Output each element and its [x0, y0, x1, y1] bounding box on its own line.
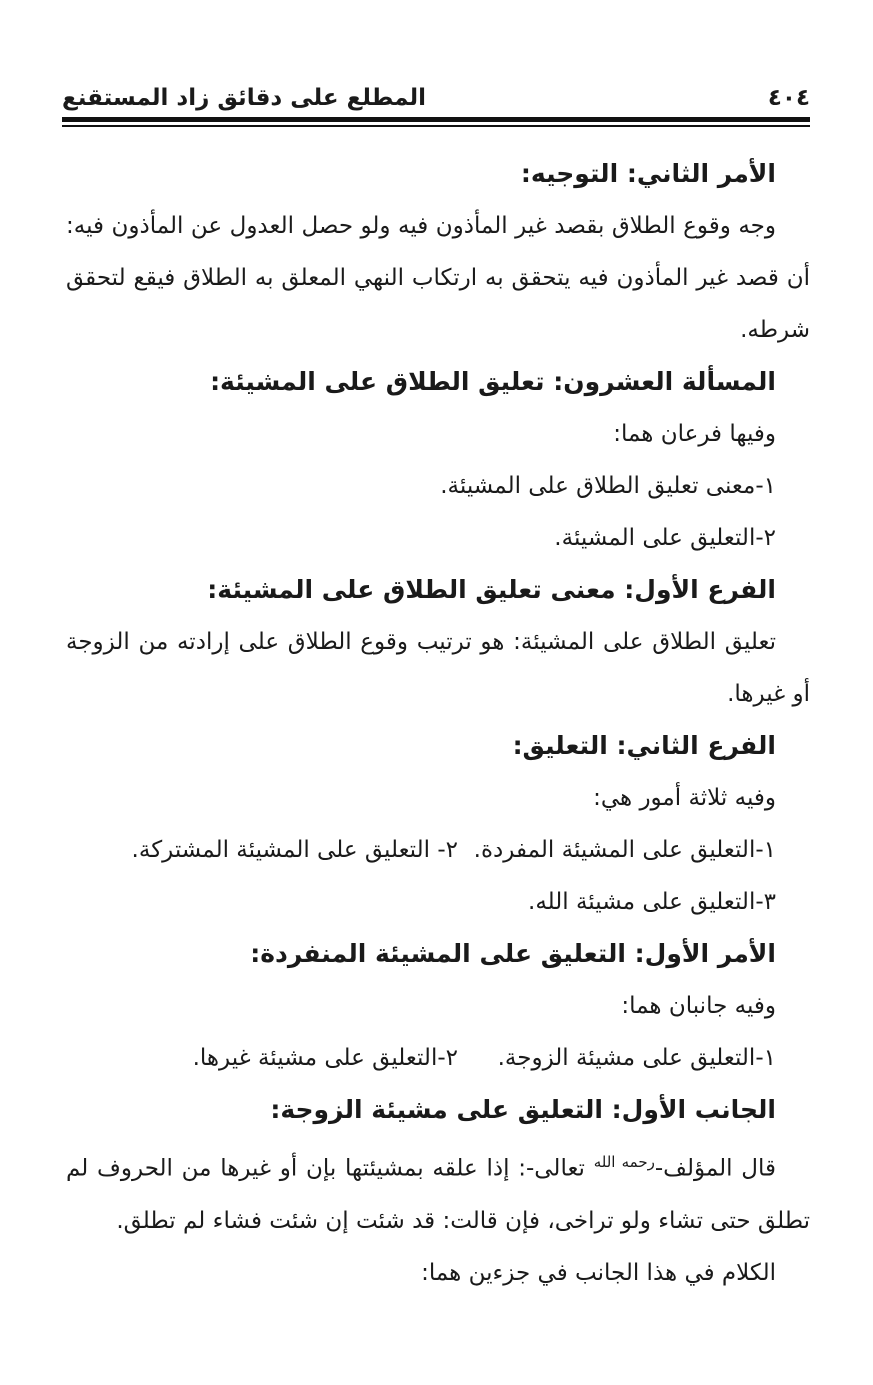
page-header	[62, 80, 810, 116]
honorific-mark: رحمه الله	[593, 1153, 655, 1171]
heading-second-branch: الفرع الثاني: التعليق:	[512, 731, 776, 760]
heading-first-matter: الأمر الأول: التعليق على المشيئة المنفردة:	[250, 939, 776, 968]
list-row	[66, 1032, 810, 1084]
paragraph-justification: وجه وقوع الطلاق بقصد غير المأذون فيه ولو حصل العدول عن المأذون فيه: أن قصد غير المأذون فيه يتحقق به ارتكاب النهي المعلق به الطلاق فيقع لتحقق شرطه.	[66, 213, 810, 343]
header-rule-thick	[62, 117, 810, 122]
body-text	[66, 148, 810, 1299]
list-item: ٢-التعليق على المشيئة.	[554, 525, 776, 551]
page-number: ٤٠٤	[767, 85, 810, 111]
list-row	[66, 824, 810, 876]
closing-line: الكلام في هذا الجانب في جزءين هما:	[421, 1259, 776, 1286]
quote-start: قال المؤلف-	[654, 1155, 777, 1182]
list-item: ٢- التعليق على المشيئة المشتركة.	[131, 837, 458, 863]
header-rule-thin	[62, 125, 810, 127]
list-intro-two-branches: وفيها فرعان هما:	[613, 421, 776, 447]
list-item: ٣-التعليق على مشيئة الله.	[528, 889, 776, 915]
quote-rest: تعالى-: إذا علقه بمشيئتها بإن أو غيرها من الحروف لم تطلق حتى تشاء ولو تراخى، فإن قالت: قد شئت إن شئت فشاء لم تطلق.	[66, 1155, 810, 1234]
list-intro-three-matters: وفيه ثلاثة أمور هي:	[593, 785, 776, 811]
running-title: المطلع على دقائق زاد المستقنع	[62, 85, 427, 111]
paragraph-author-quote	[66, 1136, 810, 1247]
heading-first-branch: الفرع الأول: معنى تعليق الطلاق على المشيئة:	[207, 575, 776, 604]
list-item: ١-معنى تعليق الطلاق على المشيئة.	[440, 473, 776, 499]
list-intro-two-aspects: وفيه جانبان هما:	[621, 993, 776, 1019]
list-item: ٢-التعليق على مشيئة غيرها.	[192, 1045, 458, 1071]
list-item: ١-التعليق على مشيئة الزوجة.	[497, 1045, 776, 1071]
heading-issue-twenty: المسألة العشرون: تعليق الطلاق على المشيئة:	[210, 367, 776, 396]
heading-second-matter: الأمر الثاني: التوجيه:	[520, 159, 776, 188]
heading-first-aspect: الجانب الأول: التعليق على مشيئة الزوجة:	[270, 1095, 776, 1124]
paragraph-definition: تعليق الطلاق على المشيئة: هو ترتيب وقوع الطلاق على إرادته من الزوجة أو غيرها.	[66, 629, 810, 707]
list-item: ١-التعليق على المشيئة المفردة.	[473, 837, 776, 863]
